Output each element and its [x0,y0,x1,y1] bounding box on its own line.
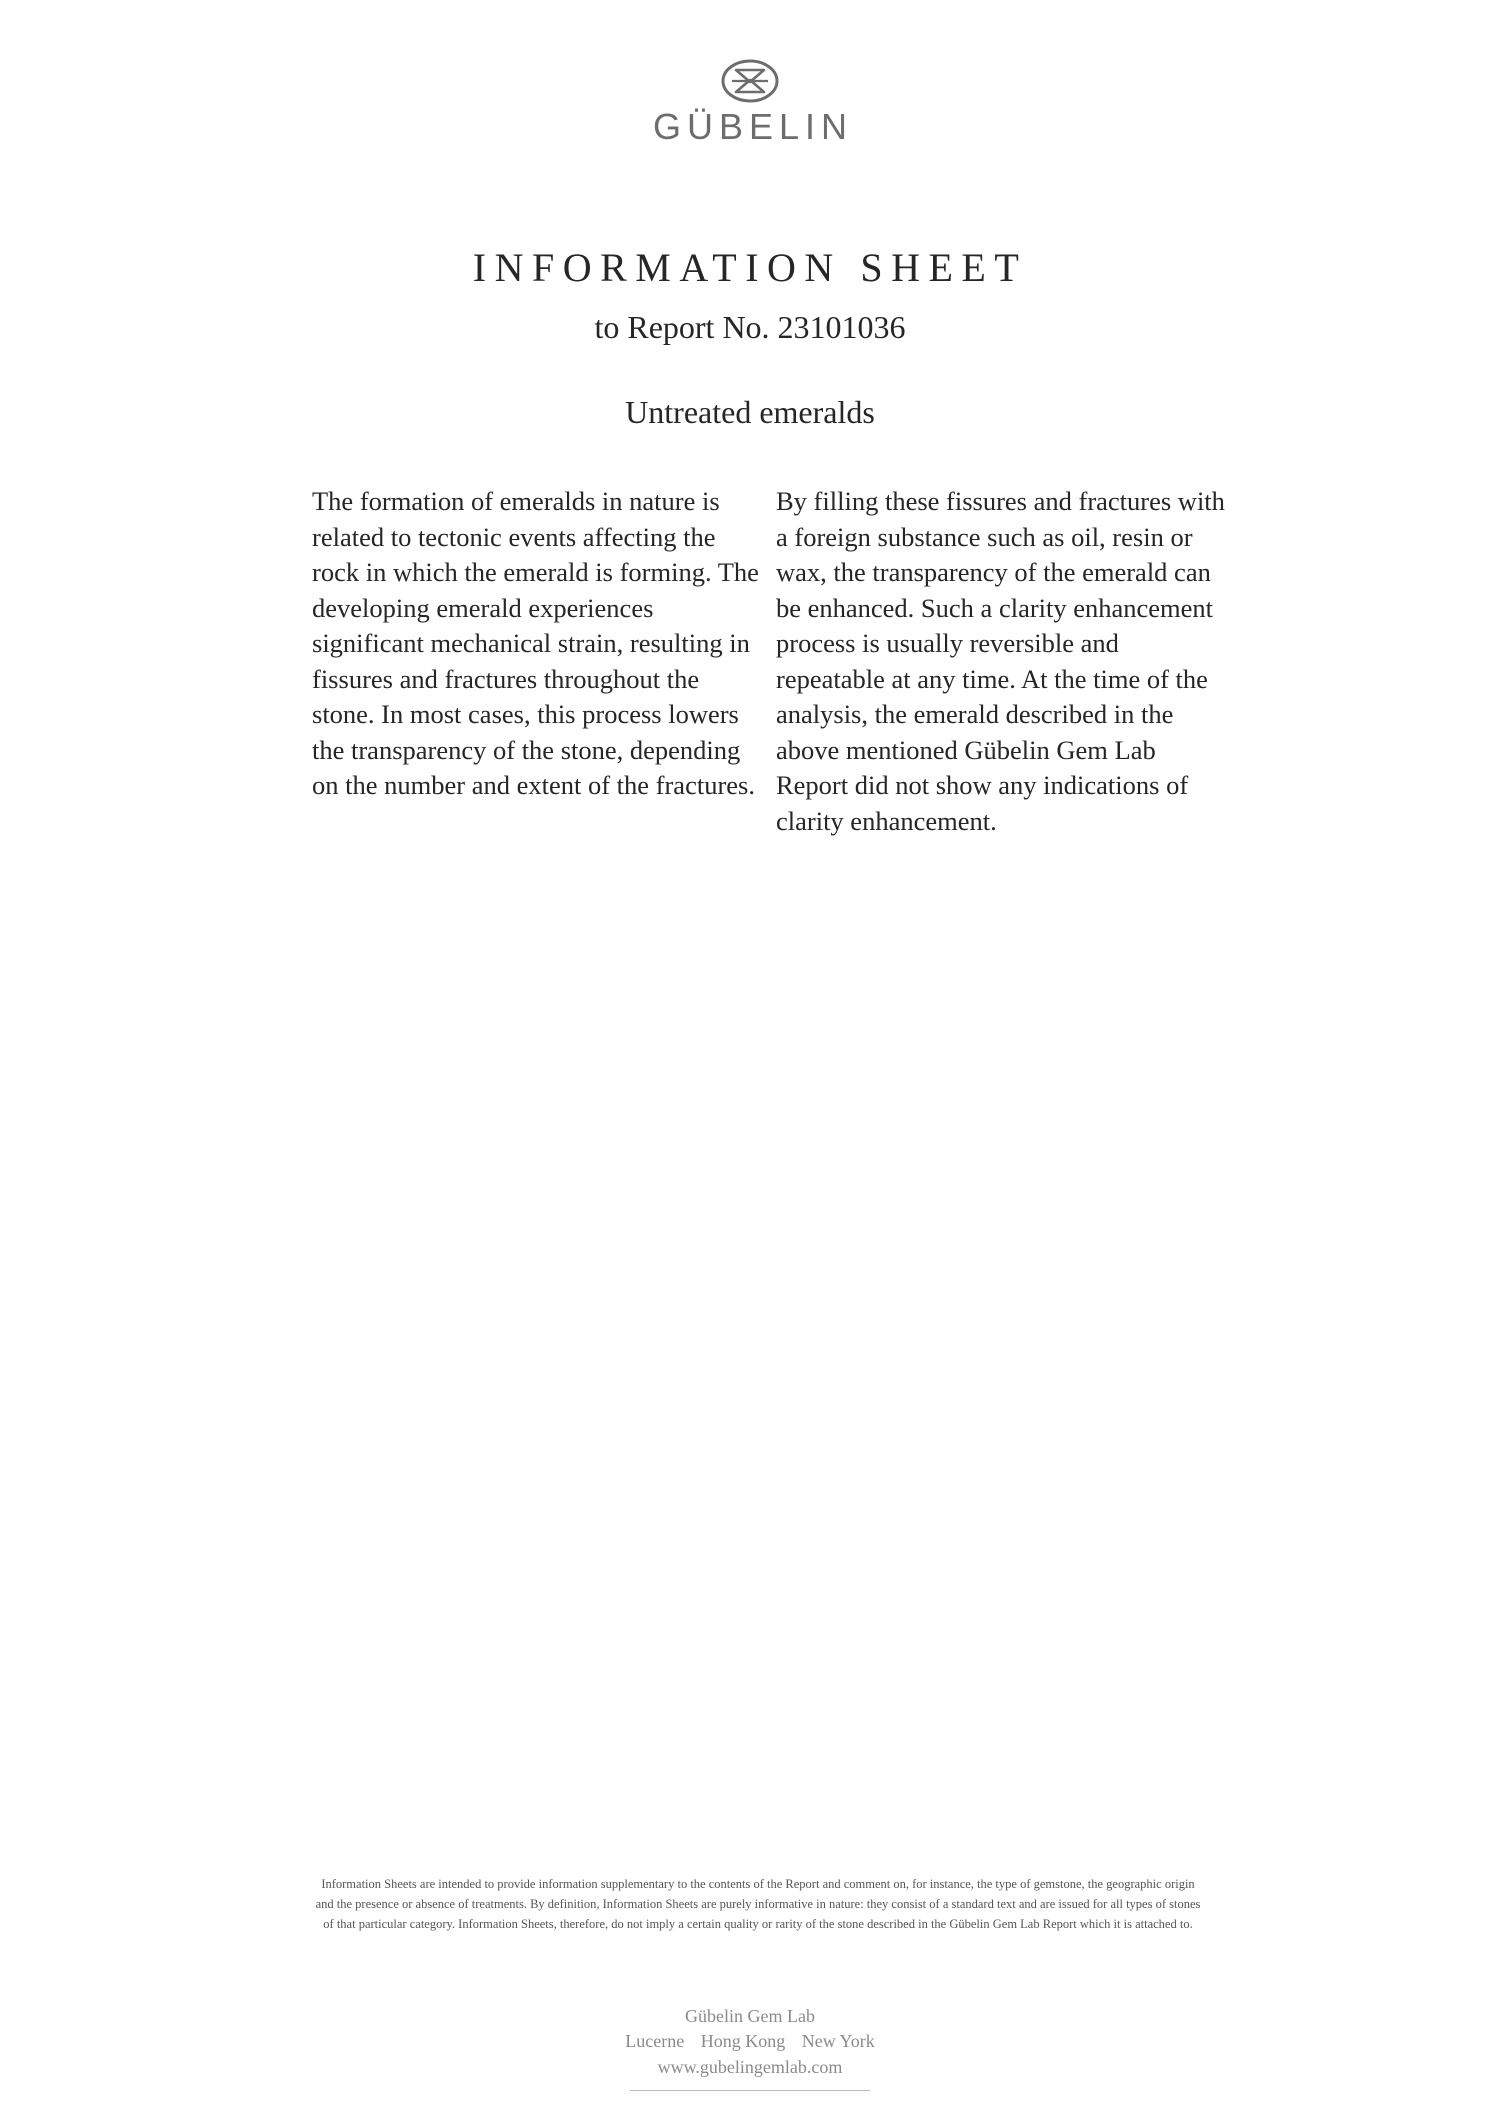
footer-lab-name: Gübelin Gem Lab [685,2006,815,2026]
body-column-left [312,484,767,804]
brand-wordmark: GÜBELIN [652,106,854,147]
footer-website-link[interactable]: www.gubelingemlab.com [657,2057,843,2077]
footer-locations [0,2031,1500,2052]
body-paragraph: The formation of emeralds in nature is related to tectonic events affecting the rock in which the emerald is forming. The developing emerald experiences significant mechanical strain, resulting in fissures and fractures throughout the stone. In most cases, this process lowers the transparency of the stone, depending on the number and extent of the fractures. [312,486,759,800]
footer-city: New York [801,2031,875,2051]
document-title: INFORMATION SHEET [472,245,1028,290]
disclaimer-text: Information Sheets are intended to provide information supplementary to the contents of the Report and comment on, for instance, the type of gemstone, the geographic origin and the presence or absence of treatments. By definition, Information Sheets are purely informative in nature: they consist of a standard text and are issued for all types of stones of that particular category. Information Sheets, therefore, do not imply a certain quality or rarity of the stone described in the Gübelin Gem Lab Report which it is attached to. [315,1877,1201,1931]
sheet-topic: Untreated emeralds [625,394,875,430]
footer-city: Lucerne [625,2031,685,2051]
body-paragraph: By filling these fissures and fractures with a foreign substance such as oil, resin or wax, the transparency of the emerald can be enhanced. Such a clarity enhancement process is usually reversible and repeatable at any time. At the time of the analysis, the emerald described in the above mentioned Gübelin Gem Lab Report did not show any indications of clarity enhancement. [776,486,1225,836]
gubelin-emblem-icon [720,58,780,104]
footer-city: Hong Kong [700,2031,786,2051]
brand-logo [0,58,1500,148]
footer-divider [630,2090,870,2091]
body-column-right [776,484,1231,839]
report-number: to Report No. 23101036 [594,309,906,345]
